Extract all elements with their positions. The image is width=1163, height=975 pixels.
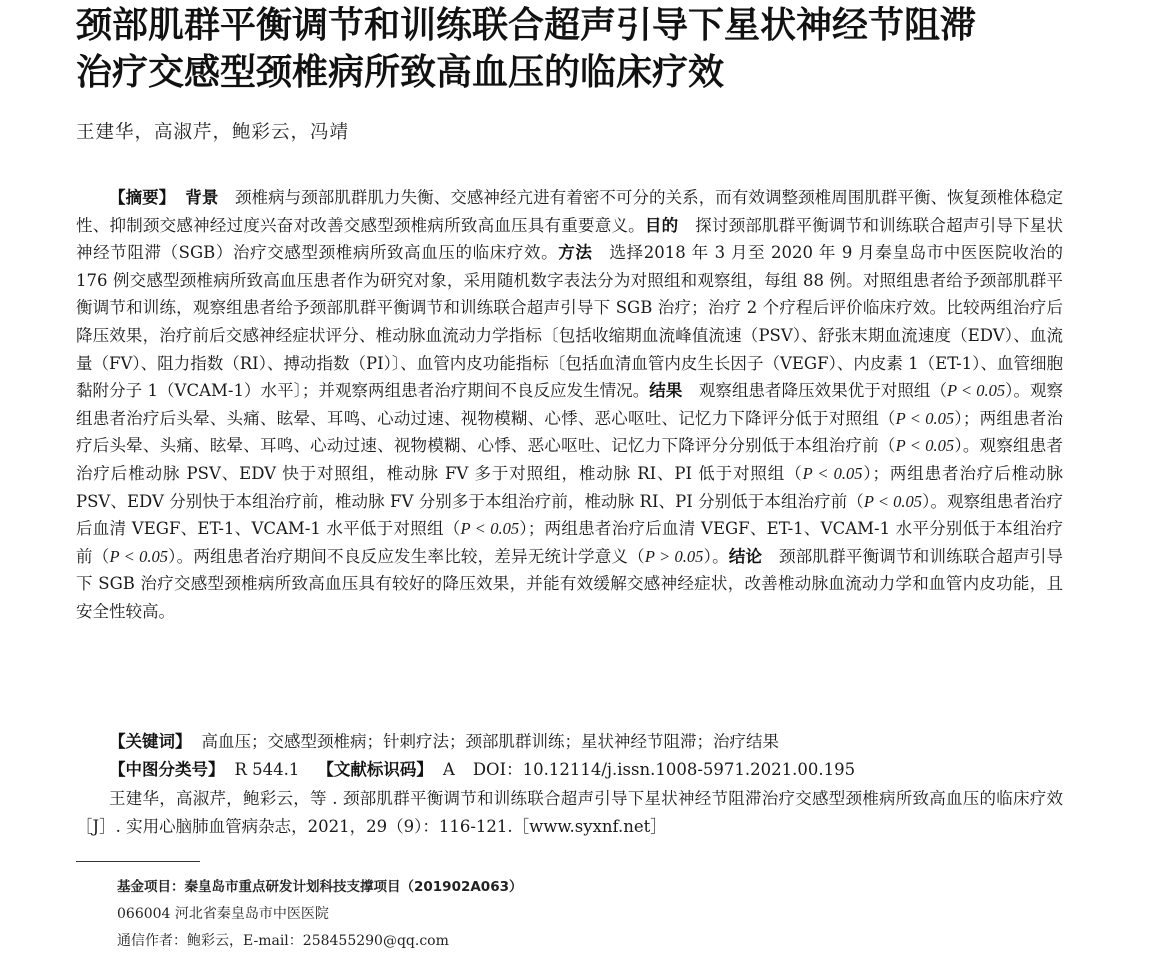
result-text: ）。观察组患者治疗后血清 VEGF、ET-1、VCAM-1 水平低于对照组（ xyxy=(76,491,1064,539)
keywords xyxy=(76,728,1063,756)
result-text: ）。两组患者治疗期间不良反应发生率比较，差异无统计学意义（ xyxy=(167,546,645,566)
clc-value: R 544.1 xyxy=(234,760,300,779)
aim-text: 探讨颈部肌群平衡调节和训练联合超声引导下星状神经节阻滞（SGB）治疗交感型颈椎病所致高血压的临床疗效。 xyxy=(76,215,1064,263)
result-label: 结果 xyxy=(649,381,683,401)
clc-label: 【中图分类号】 xyxy=(109,760,225,779)
p-value: P < 0.05 xyxy=(895,408,955,428)
footnote-divider xyxy=(76,861,200,862)
p-value: P > 0.05 xyxy=(644,546,704,566)
classification-line xyxy=(76,756,1063,784)
aim-label: 目的 xyxy=(644,215,679,235)
article-title xyxy=(76,2,1146,96)
result-text: 观察组患者降压效果优于对照组（ xyxy=(698,381,947,401)
p-value: P < 0.05 xyxy=(863,491,923,511)
conclusion-label: 结论 xyxy=(728,546,763,566)
method-label: 方法 xyxy=(558,243,593,263)
title-line-1: 颈部肌群平衡调节和训练联合超声引导下星状神经节阻滞 xyxy=(76,5,977,46)
p-value: P < 0.05 xyxy=(460,519,520,539)
doi: DOI：10.12114/j.issn.1008-5971.2021.00.195 xyxy=(472,760,856,779)
p-value: P < 0.05 xyxy=(946,381,1006,401)
result-text: ）。 xyxy=(703,546,729,566)
result-text: ）。观察组患者治疗后椎动脉 PSV、EDV 快于对照组，椎动脉 FV 多于对照组，椎动脉 RI、PI 低于对照组（ xyxy=(76,436,1064,483)
correspondence-note: 通信作者：鲍彩云，E-mail：258455290@qq.com xyxy=(117,933,449,949)
result-text: ）；两组患者治疗后椎动脉 PSV、EDV 分别快于本组治疗前，椎动脉 FV 分别多于本组治疗前，椎动脉 RI、PI 分别低于本组治疗前（ xyxy=(76,463,1063,511)
institution-note: 066004 河北省秦皇岛市中医医院 xyxy=(117,906,329,922)
citation: 王建华，高淑芹，鲍彩云，等 . 颈部肌群平衡调节和训练联合超声引导下星状神经节阻滞治疗交感型颈椎病所致高血压的临床疗效［J］. 实用心脑肺血管病杂志，2021，29（9）：116-121.［www.syxnf.net］ xyxy=(76,789,1063,836)
abstract xyxy=(76,184,1063,626)
title-line-2: 治疗交感型颈椎病所致高血压的临床疗效 xyxy=(76,52,725,93)
keywords-text: 高血压；交感型颈椎病；针刺疗法；颈部肌群训练；星状神经节阻滞；治疗结果 xyxy=(201,732,779,751)
p-value: P < 0.05 xyxy=(895,436,955,456)
p-value: P < 0.05 xyxy=(109,546,168,566)
doc-code-value: A xyxy=(442,760,455,779)
conclusion-text: 颈部肌群平衡调节和训练联合超声引导下 SGB 治疗交感型颈椎病所致高血压具有较好的降压效果，并能有效缓解交感神经症状，改善椎动脉血流动力学和血管内皮功能，且安全性较高。 xyxy=(76,546,1064,621)
background-text: 颈椎病与颈部肌群肌力失衡、交感神经亢进有着密不可分的关系，而有效调整颈椎周围肌群平衡、恢复颈椎体稳定性、抑制颈交感神经过度兴奋对改善交感型颈椎病所致高血压具有重要意义。 xyxy=(76,188,1063,235)
background-label: 背景 xyxy=(185,188,219,207)
keywords-label: 【关键词】 xyxy=(109,732,192,751)
result-text: ）；两组患者治疗后血清 VEGF、ET-1、VCAM-1 水平分别低于本组治疗前（ xyxy=(76,519,1064,566)
result-text: ）。观察组患者治疗后头晕、头痛、眩晕、耳鸣、心动过速、视物模糊、心悸、恶心呕吐、记忆力下降评分低于对照组（ xyxy=(76,381,1064,428)
author-list: 王建华，高淑芹，鲍彩云，冯靖 xyxy=(76,122,350,143)
p-value: P < 0.05 xyxy=(802,463,863,483)
doc-code-label: 【文献标识码】 xyxy=(317,760,433,779)
funding-note: 基金项目：秦皇岛市重点研发计划科技支撑项目（201902A063） xyxy=(117,879,523,895)
abstract-label: 【摘要】 xyxy=(109,188,176,207)
method-text: 选择2018 年 3 月至 2020 年 9 月秦皇岛市中医医院收治的 176 例交感型颈椎病所致高血压患者作为研究对象，采用随机数字表法分为对照组和观察组，每组 88 例。对照组患者给予颈部肌群平衡调节和训练，观察组患者给予颈部肌群平衡调节和训练联合超声引导下 SGB 治疗；治疗 2 个疗程后评价临床疗效。比较两组治疗后降压效果，治疗前后交感神经症状评分、椎动脉血流动力学指标〔包括收缩期血流峰值流速（PSV）、舒张末期血流速度（EDV）、血流量（FV）、阻力指数（RI）、搏动指数（PI）〕、血管内皮功能指标〔包括血清血管内皮生长因子（VEGF）、内皮素 1（ET-1）、血管细胞黏附分子 1（VCAM-1）水平〕；并观察两组患者治疗期间不良反应发生情况。 xyxy=(76,243,1063,401)
result-text: ）；两组患者治疗后头晕、头痛、眩晕、耳鸣、心动过速、视物模糊、心悸、恶心呕吐、记忆力下降评分分别低于本组治疗前（ xyxy=(76,408,1064,456)
